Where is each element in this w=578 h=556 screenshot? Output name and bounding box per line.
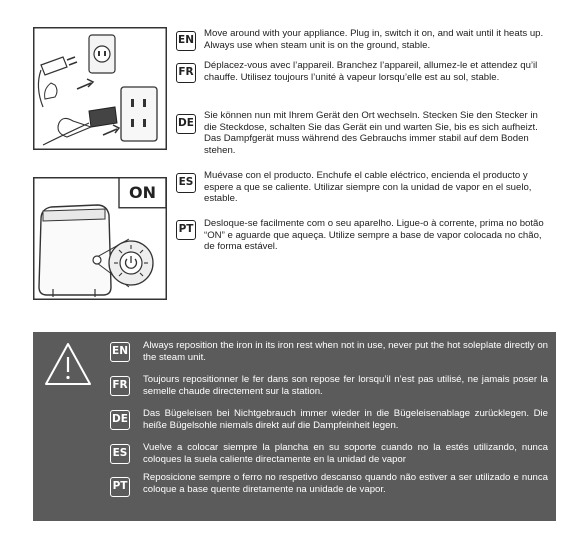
warning-text-fr: Toujours repositionner le fer dans son repose fer lorsqu’il n’est pas utilisé, ne jamais poser la semelle chaude directement sur la station. xyxy=(143,374,548,397)
warning-lang-badge-en: EN xyxy=(110,342,130,362)
warning-text-es: Vuelve a colocar siempre la plancha en su soporte cuando no la estés utilizando, nunca coloques la suela caliente directamente en la unidad de vapor xyxy=(143,442,548,465)
instruction-es: Muévase con el producto. Enchufe el cable eléctrico, encienda el producto y espere a que se caliente. Utilizar siempre con la unidad de vapor en el suelo, estable. xyxy=(204,170,532,205)
instruction-en: Move around with your appliance. Plug in, switch it on, and wait until it heats up. Always use when steam unit is on the ground, stable. xyxy=(204,28,544,51)
warning-panel xyxy=(33,332,556,521)
lang-badge-pt: PT xyxy=(176,220,196,240)
warning-text-de: Das Bügeleisen bei Nichtgebrauch immer wieder in die Bügeleisenablage zurücklegen. Die heiße Bügelsohle niemals direkt auf die Dampfeinheit legen. xyxy=(143,408,548,431)
on-button-label: ON xyxy=(129,183,156,202)
lang-badge-fr: FR xyxy=(176,63,196,83)
lang-badge-de: DE xyxy=(176,114,196,134)
instruction-fr: Déplacez-vous avec l’appareil. Branchez l’appareil, allumez-le et attendez qu’il chauffe. Utilisez toujours l’unité à vapeur lorsqu’elle est au sol, stable. xyxy=(204,60,538,83)
warning-triangle-icon xyxy=(43,341,93,387)
warning-text-pt: Reposicione sempre o ferro no respetivo descanso quando não estiver a ser utilizado e nunca coloque a base quente diretamente na unidade de vapor. xyxy=(143,472,548,495)
warning-lang-badge-fr: FR xyxy=(110,376,130,396)
plug-in-illustration xyxy=(33,27,167,150)
instruction-de: Sie können nun mit Ihrem Gerät den Ort wechseln. Stecken Sie den Stecker in die Steckdose, schalten Sie das Gerät ein und warten Sie, bis es sich aufheizt. Das Dampfgerät muss während des Gebrauchs immer stabil auf dem Boden stehen. xyxy=(204,110,538,156)
warning-text-en: Always reposition the iron in its iron rest when not in use, never put the hot soleplate directly on the steam unit. xyxy=(143,340,548,363)
warning-lang-badge-pt: PT xyxy=(110,477,130,497)
instruction-pt: Desloque-se facilmente com o seu aparelho. Ligue-o à corrente, prima no botão “ON” e aguarde que aqueça. Utilize sempre a base de vapor colocada no chão, de forma estável. xyxy=(204,218,544,253)
lang-badge-es: ES xyxy=(176,173,196,193)
lang-badge-en: EN xyxy=(176,31,196,51)
warning-lang-badge-es: ES xyxy=(110,444,130,464)
warning-lang-badge-de: DE xyxy=(110,410,130,430)
